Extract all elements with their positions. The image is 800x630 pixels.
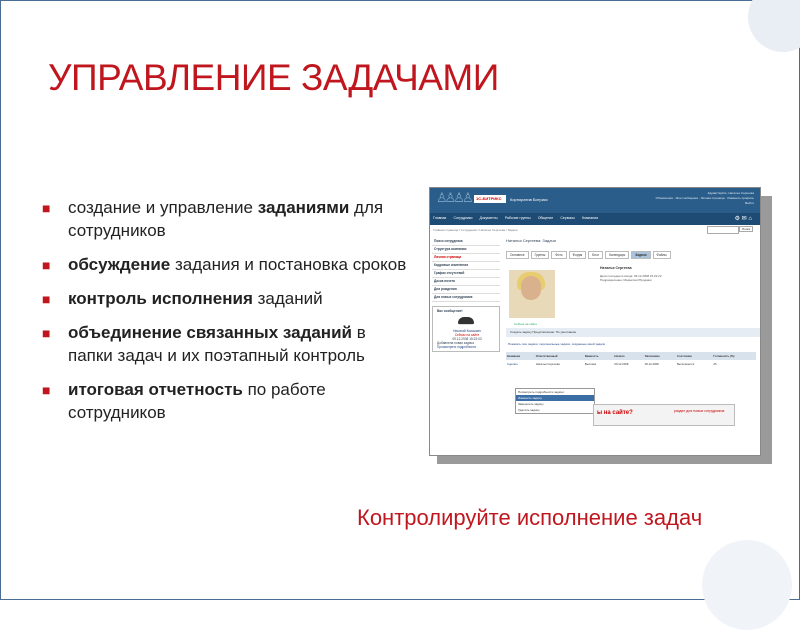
menu-item[interactable]: Посмотреть подробности задачи [518, 390, 564, 394]
bullet-item [40, 253, 410, 276]
tasks-table [506, 352, 756, 368]
people-logo-icon: ♙♙♙♙ [436, 190, 471, 205]
profile-tabs [506, 251, 756, 259]
tab[interactable]: Файлы [653, 251, 671, 259]
message-date: 09.12.2008 15:23:03 [452, 337, 482, 341]
nav-item[interactable]: Сервисы [560, 216, 575, 220]
message-box [432, 306, 500, 352]
tab[interactable]: Основное [506, 251, 529, 259]
nav-item[interactable]: Сотрудники [453, 216, 473, 220]
promo-question: ы на сайте? [597, 410, 633, 416]
table-row[interactable] [506, 360, 756, 368]
nav-item[interactable]: Рабочие группы [504, 216, 531, 220]
sidebar-item-active[interactable]: Личная страница [432, 254, 500, 262]
slide-title: УПРАВЛЕНИЕ ЗАДАЧАМИ [48, 57, 499, 98]
column-header[interactable]: Готовность (%) [712, 352, 756, 360]
profile-details [600, 274, 662, 282]
search-input[interactable] [707, 226, 739, 234]
table-cell: 25 [713, 362, 717, 366]
bullet-text: по работе сотрудников [68, 380, 326, 422]
menu-item[interactable]: Удалить задачу [518, 408, 540, 412]
profile-name: Наталья Сергеева [600, 266, 632, 270]
bullet-text: создание и управление [68, 198, 258, 217]
bullet-text: в папки задач и их поэтапный контроль [68, 323, 366, 365]
tasks-toolbar[interactable]: Создать задачу Представление: По умолчанию [506, 328, 760, 337]
header-icons[interactable]: ⚙ ✉ ⌂ [734, 216, 752, 222]
bullet-icon: ■ [42, 325, 51, 341]
nav-item[interactable]: Общение [537, 216, 554, 220]
portal-header [430, 188, 760, 213]
photo-face [521, 276, 541, 300]
sidebar-item[interactable]: Доска почета [432, 278, 500, 286]
task-title[interactable]: Сделать [507, 362, 518, 366]
bullet-text: задания и постановка сроков [170, 255, 407, 274]
portal-main [506, 238, 756, 366]
sidebar-item[interactable]: Для новых сотрудников [432, 294, 500, 302]
bullet-bold: контроль исполнения [68, 289, 253, 308]
bullet-bold: итоговая отчетность [68, 380, 243, 399]
person-photo [458, 317, 474, 325]
sidebar-item[interactable]: График отсутствий [432, 270, 500, 278]
sidebar-item[interactable]: Дни рождения [432, 286, 500, 294]
tab[interactable]: Форум [569, 251, 587, 259]
tab-tasks[interactable]: Задачи [631, 251, 650, 259]
logout-link[interactable]: Выйти [745, 201, 754, 205]
bullet-item [40, 378, 410, 424]
portal-screenshot [429, 187, 761, 456]
context-menu [515, 388, 595, 414]
department: Подразделение: Маркетинг/Продажи [600, 278, 652, 282]
bullet-list [40, 196, 410, 435]
breadcrumb[interactable]: Главная страница / Сотрудники / Наталья Сергеева / Задачи [433, 228, 518, 232]
tab[interactable]: Блог [588, 251, 603, 259]
message-link[interactable]: Просмотреть подробности [437, 345, 477, 349]
promo-text: раздел для новых сотрудников [674, 409, 725, 413]
promo-banner[interactable] [593, 404, 735, 426]
column-header[interactable]: Окончание [644, 352, 676, 360]
page-heading: Наталья Сергеева: Задачи [506, 238, 556, 243]
greeting: Здравствуйте, Наталья Сергеева [707, 191, 754, 195]
corner-decoration-bottom [702, 540, 792, 630]
column-header[interactable]: Важность [584, 352, 614, 360]
nav-item[interactable]: Компания [581, 216, 598, 220]
tagline: Контролируйте исполнение задач [357, 505, 703, 530]
sidebar-item[interactable]: Поиск сотрудника [432, 238, 500, 246]
column-header[interactable]: Состояние [676, 352, 712, 360]
bullet-icon: ■ [42, 291, 51, 307]
profile-photo [509, 270, 555, 318]
column-header[interactable]: Название [506, 352, 535, 360]
bullet-item [40, 196, 410, 242]
table-cell: 09.12.2008 [614, 362, 629, 366]
table-cell: Наталья Сергеева [535, 362, 560, 366]
column-header[interactable]: Начало [613, 352, 643, 360]
nav-item[interactable]: Документы [479, 216, 498, 220]
filter-links[interactable]: Показать: все задачи, персональные задачи, созданные мной задачи [508, 342, 606, 346]
bullet-icon: ■ [42, 257, 51, 273]
search-button[interactable]: Поиск [739, 226, 753, 232]
table-cell: Высокая [584, 362, 597, 366]
user-links[interactable]: Обновления · Мои сообщения · Личная страница · Изменить профиль [655, 196, 754, 200]
sidebar-item[interactable]: Кадровые изменения [432, 262, 500, 270]
sender-status: Сейчас на сайте [454, 333, 480, 337]
bitrix-logo: 1С-БИТРИКС [474, 195, 506, 203]
online-status: Сейчас на сайте [514, 322, 538, 326]
bullet-bold: заданиями [257, 198, 350, 217]
sender-name[interactable]: Николай Кокошкин [453, 329, 481, 333]
sidebar-item[interactable]: Структура компании [432, 246, 500, 254]
menu-item-highlighted[interactable]: Изменить задачу [516, 395, 594, 401]
user-panel [656, 191, 754, 206]
table-header-row [506, 352, 756, 360]
tab[interactable]: Фото [551, 251, 566, 259]
bullet-text: заданий [252, 289, 323, 308]
menu-item[interactable]: Завершить задачу [518, 402, 544, 406]
last-login: Дата последнего входа: 09.12.2008 15:22:22 [600, 274, 662, 278]
bullet-item [40, 287, 410, 310]
bullet-bold: обсуждение [68, 255, 171, 274]
tab[interactable]: Календарь [605, 251, 629, 259]
portal-sidebar [432, 238, 500, 352]
message-box-title: Вас сообщение! [437, 309, 463, 313]
bullet-text: для сотрудников [68, 198, 384, 240]
portal-nav [430, 213, 760, 225]
nav-item[interactable]: Главная [433, 216, 447, 220]
table-cell: Выполняется [677, 362, 695, 366]
message-text: Добавлена новая задача [437, 341, 474, 345]
column-header[interactable]: Ответственный [535, 352, 584, 360]
bullet-icon: ■ [42, 382, 51, 398]
portal-name: Корпоратив Битрикс [510, 197, 548, 202]
bullet-icon: ■ [42, 200, 51, 216]
bullet-bold: объединение связанных заданий [68, 323, 352, 342]
bullet-item [40, 321, 410, 367]
table-cell: 09.12.2008 [644, 362, 659, 366]
tab[interactable]: Группы [531, 251, 550, 259]
